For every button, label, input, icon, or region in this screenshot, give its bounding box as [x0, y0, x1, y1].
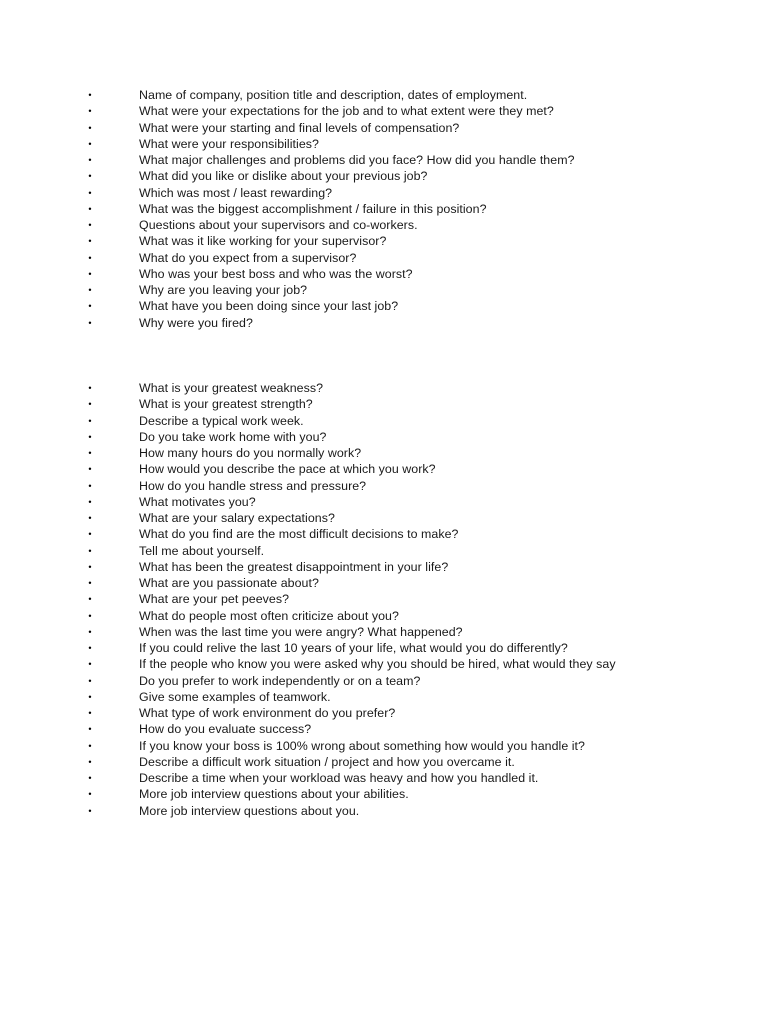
bullet-icon: • — [88, 268, 92, 279]
bullet-icon: • — [88, 594, 92, 605]
bullet-icon: • — [88, 513, 92, 523]
question-text: What do you find are the most difficult decisions to make? — [139, 527, 459, 542]
list-item — [0, 608, 768, 624]
list-item — [0, 786, 768, 802]
list-item — [0, 591, 768, 607]
list-item — [0, 803, 768, 819]
question-text: How many hours do you normally work? — [139, 446, 362, 460]
bullet-icon: • — [88, 431, 92, 442]
list-item — [0, 266, 768, 282]
list-item — [0, 510, 768, 526]
question-text: What are your pet peeves? — [139, 592, 290, 607]
bullet-icon: • — [88, 659, 92, 670]
bullet-icon: • — [88, 122, 92, 133]
list-item — [0, 168, 768, 184]
list-item — [0, 87, 768, 103]
bullet-icon: • — [88, 496, 92, 507]
question-text: What was the biggest accomplishment / failure in this position? — [139, 201, 487, 216]
bullet-icon: • — [88, 789, 92, 800]
question-text: What have you been doing since your last job? — [139, 299, 399, 314]
question-text: Questions about your supervisors and co-workers. — [139, 218, 418, 232]
bullet-icon: • — [88, 578, 92, 588]
question-text: Why were you fired? — [139, 315, 253, 330]
list-item — [0, 315, 768, 331]
list-item — [0, 461, 768, 477]
question-text: What are your salary expectations? — [139, 511, 335, 525]
list-item — [0, 689, 768, 705]
question-text: What is your greatest strength? — [139, 397, 313, 412]
question-text: Which was most / least rewarding? — [139, 185, 333, 200]
list-item — [0, 413, 768, 429]
bullet-icon: • — [88, 464, 92, 475]
bullet-icon: • — [88, 708, 92, 718]
question-text: What were your starting and final levels of compensation? — [139, 120, 460, 135]
bullet-icon: • — [88, 203, 92, 214]
question-text: Describe a typical work week. — [139, 413, 304, 428]
list-item — [0, 282, 768, 298]
job-history-question-list — [0, 87, 768, 331]
bullet-icon: • — [88, 138, 92, 149]
question-text: What has been the greatest disappointment in your life? — [139, 559, 449, 574]
bullet-icon: • — [88, 448, 92, 458]
question-text: If you know your boss is 100% wrong about something how would you handle it? — [139, 738, 585, 753]
bullet-icon: • — [88, 415, 92, 426]
question-text: What are you passionate about? — [139, 576, 319, 590]
bullet-icon: • — [88, 155, 92, 165]
list-item — [0, 217, 768, 233]
bullet-icon: • — [88, 740, 92, 751]
bullet-icon: • — [88, 106, 92, 117]
list-item — [0, 656, 768, 672]
bullet-icon: • — [88, 529, 92, 540]
bullet-icon: • — [88, 187, 92, 198]
question-text: How do you evaluate success? — [139, 722, 312, 737]
bullet-icon: • — [88, 675, 92, 686]
bullet-icon: • — [88, 545, 92, 556]
question-text: If you could relive the last 10 years of your life, what would you do differently? — [139, 641, 568, 655]
bullet-icon: • — [88, 805, 92, 816]
question-text: What do you expect from a supervisor? — [139, 250, 357, 265]
list-item — [0, 250, 768, 266]
bullet-icon: • — [88, 773, 92, 783]
bullet-icon: • — [88, 236, 92, 247]
question-text: Why are you leaving your job? — [139, 283, 308, 297]
question-text: What type of work environment do you prefer? — [139, 706, 396, 720]
question-text: How do you handle stress and pressure? — [139, 478, 367, 493]
list-item — [0, 624, 768, 640]
list-item — [0, 233, 768, 249]
question-text: Describe a time when your workload was heavy and how you handled it. — [139, 771, 539, 785]
list-item — [0, 445, 768, 461]
list-item — [0, 120, 768, 136]
list-item — [0, 575, 768, 591]
list-item — [0, 298, 768, 314]
bullet-icon: • — [88, 301, 92, 312]
question-text: Give some examples of teamwork. — [139, 689, 331, 704]
list-item — [0, 559, 768, 575]
bullet-icon: • — [88, 285, 92, 295]
bullet-icon: • — [88, 171, 92, 182]
list-item — [0, 673, 768, 689]
question-text: What did you like or dislike about your previous job? — [139, 169, 428, 184]
question-text: If the people who know you were asked why you should be hired, what would they say — [139, 657, 616, 672]
list-item — [0, 640, 768, 656]
question-text: More job interview questions about you. — [139, 803, 360, 818]
list-item — [0, 754, 768, 770]
list-item — [0, 136, 768, 152]
bullet-icon: • — [88, 610, 92, 621]
bullet-icon: • — [88, 691, 92, 702]
bullet-icon: • — [88, 220, 92, 230]
question-text: Name of company, position title and description, dates of employment. — [139, 88, 528, 102]
bullet-icon: • — [88, 90, 92, 100]
bullet-icon: • — [88, 626, 92, 637]
list-item — [0, 738, 768, 754]
list-item — [0, 705, 768, 721]
list-item — [0, 526, 768, 542]
question-text: Do you prefer to work independently or on a team? — [139, 673, 421, 688]
list-item — [0, 380, 768, 396]
list-item — [0, 770, 768, 786]
question-text: More job interview questions about your abilities. — [139, 787, 409, 802]
question-text: What was it like working for your supervisor? — [139, 234, 387, 249]
list-item — [0, 201, 768, 217]
bullet-icon: • — [88, 480, 92, 491]
question-text: What were your expectations for the job and to what extent were they met? — [139, 104, 554, 119]
list-item — [0, 494, 768, 510]
bullet-icon: • — [88, 756, 92, 767]
question-text: What major challenges and problems did you face? How did you handle them? — [139, 153, 575, 167]
list-item — [0, 721, 768, 737]
question-text: Describe a difficult work situation / project and how you overcame it. — [139, 754, 515, 769]
bullet-icon: • — [88, 252, 92, 263]
bullet-icon: • — [88, 724, 92, 735]
question-text: When was the last time you were angry? What happened? — [139, 624, 463, 639]
list-item — [0, 152, 768, 168]
question-text: What motivates you? — [139, 494, 256, 509]
bullet-icon: • — [88, 399, 92, 410]
bullet-icon: • — [88, 643, 92, 653]
question-text: Do you take work home with you? — [139, 429, 327, 444]
list-item — [0, 478, 768, 494]
list-item — [0, 185, 768, 201]
bullet-icon: • — [88, 317, 92, 328]
question-text: Who was your best boss and who was the worst? — [139, 266, 413, 281]
question-text: What do people most often criticize about you? — [139, 608, 399, 623]
list-item — [0, 429, 768, 445]
bullet-icon: • — [88, 383, 92, 393]
question-text: Tell me about yourself. — [139, 543, 265, 558]
list-item — [0, 103, 768, 119]
question-text: What is your greatest weakness? — [139, 381, 324, 395]
list-item — [0, 396, 768, 412]
bullet-icon: • — [88, 561, 92, 572]
question-text: How would you describe the pace at which you work? — [139, 462, 436, 477]
personal-question-list — [0, 380, 768, 819]
list-item — [0, 543, 768, 559]
question-text: What were your responsibilities? — [139, 136, 319, 151]
